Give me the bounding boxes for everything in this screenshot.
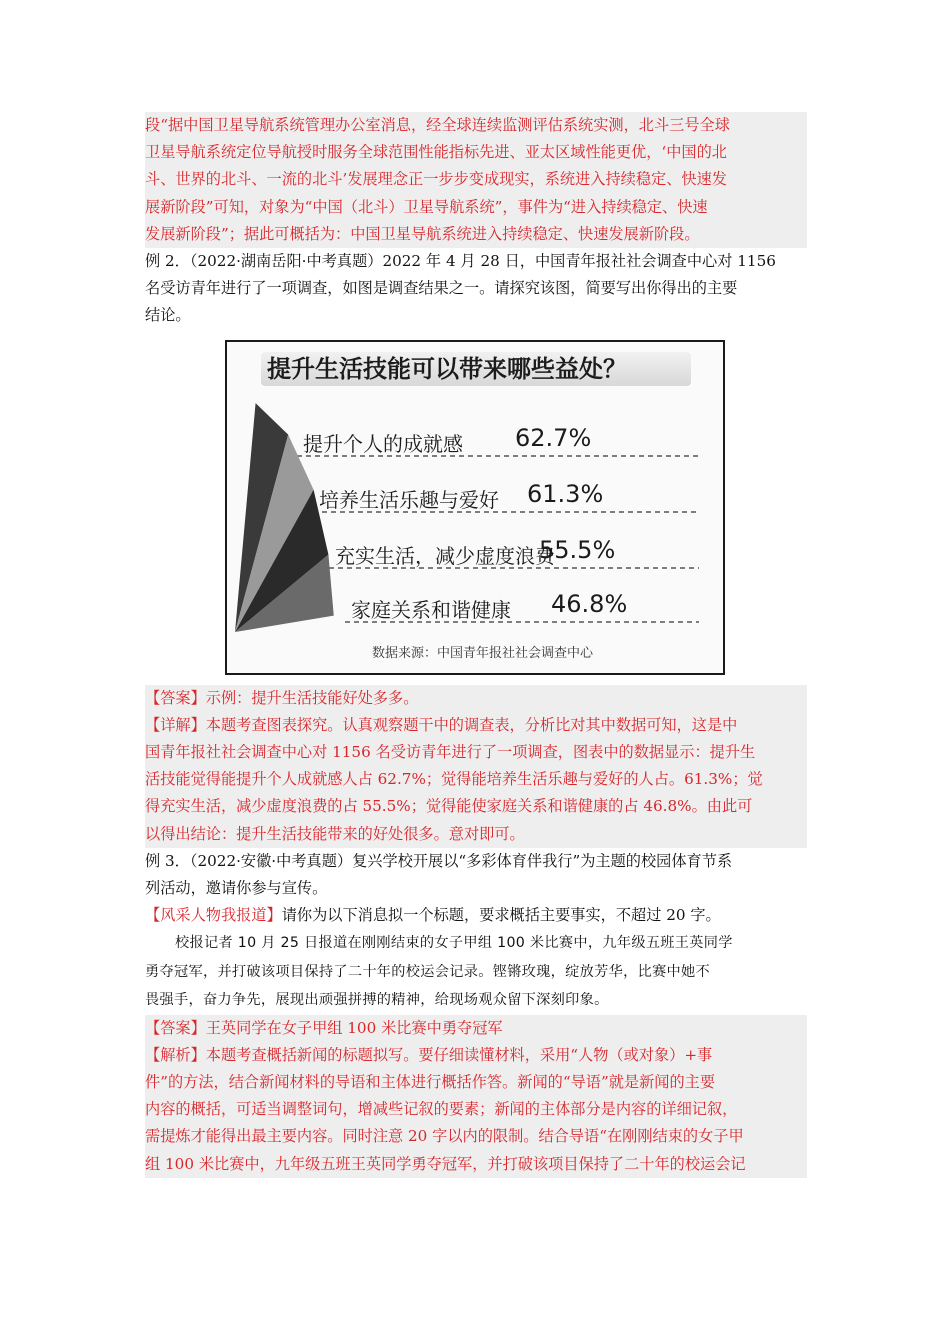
text-line: 斗、世界的北斗、一流的北斗’发展理念正一步步变成现实，系统进入持续稳定、快速发 [145,170,727,189]
analysis-3 [145,1042,807,1178]
text-line: 校报记者 10 月 25 日报道在刚刚结束的女子甲组 100 米比赛中，九年级五班王英同学 [175,935,733,952]
text-line: 名受访青年进行了一项调查，如图是调查结果之一。请探究该图，简要写出你得出的主要 [145,279,738,298]
text-line: 例 3．（2022·安徽·中考真题）复兴学校开展以“多彩体育伴我行”为主题的校园体育节系 [145,851,733,870]
text-line: 列活动，邀请你参与宣传。 [145,879,328,898]
answer-tag: 【答案】 [145,688,206,707]
text-line: 畏强手，奋力争先，展现出顽强拼搏的精神，给现场观众留下深刻印象。 [145,992,609,1009]
chart-category-label: 培养生活乐趣与爱好 [319,487,499,512]
text-line: 勇夺冠军，并打破该项目保持了二十年的校运会记录。铿锵玫瑰，绽放芳华，比赛中她不 [145,963,711,980]
example-3-question [145,848,807,930]
detail-tag: 【详解】 [145,715,206,734]
text-line: 展新阶段”可知，对象为“中国（北斗）卫星导航系统”，事件为“进入持续稳定、快速 [145,197,708,216]
text-line: 需提炼才能得出最主要内容。同时注意 20 字以内的限制。结合导语“在刚刚结束的女子甲 [145,1127,744,1146]
answer-tag: 【答案】 [145,1018,206,1037]
survey-chart [225,340,725,675]
answer-3 [145,1015,807,1042]
text-line: 以得出结论：提升生活技能带来的好处很多。意对即可。 [145,824,525,843]
news-material [145,929,807,1014]
analysis-first-line: 本题考查概括新闻的标题拟写。要仔细读懂材料，采用“人物（或对象）+事 [205,1045,713,1064]
text-line: 内容的概括，可适当调整词句，增减些记叙的要素；新闻的主体部分是内容的详细记叙， [145,1100,738,1119]
chart-category-label: 家庭关系和谐健康 [351,597,511,622]
chart-value-label: 55.5% [539,535,616,564]
document-page [145,112,807,1178]
answer-text: 示例：提升生活技能好处多多。 [205,688,419,707]
chart-value-label: 62.7% [515,423,592,452]
task-text: 请你为以下消息拟一个标题，要求概括主要事实，不超过 20 字。 [281,906,721,925]
text-line: 活技能觉得能提升个人成就感人占 62.7%；觉得能培养生活乐趣与爱好的人占。61.3%；觉 [145,770,763,789]
text-line: 组 100 米比赛中，九年级五班王英同学勇夺冠军，并打破该项目保持了二十年的校运会记 [145,1154,746,1173]
chart-category-label: 充实生活，减少虚度浪费 [335,543,555,568]
answer-text: 王英同学在女子甲组 100 米比赛中勇夺冠军 [205,1018,503,1037]
text-line: 件”的方法，结合新闻材料的导语和主体进行概括作答。新闻的“导语”就是新闻的主要 [145,1073,716,1092]
chart-category-label: 提升个人的成就感 [303,431,463,456]
chart-source: 数据来源：中国青年报社社会调查中心 [372,645,594,661]
text-line: 段“据中国卫星导航系统管理办公室消息，经全球连续监测评估系统实测，北斗三号全球 [145,116,730,134]
intro-paragraph [145,112,807,248]
analysis-tag: 【解析】 [145,1045,206,1064]
detail-first-line: 本题考查图表探究。认真观察题干中的调查表，分析比对其中数据可知，这是中 [205,715,738,734]
text-line: 例 2．（2022·湖南岳阳·中考真题）2022 年 4 月 28 日，中国青年报社社会调查中心对 1156 [145,252,776,271]
example-2-question [145,248,807,330]
chart-value-label: 61.3% [527,479,604,508]
text-line: 国青年报社社会调查中心对 1156 名受访青年进行了一项调查，图表中的数据显示：提升生 [145,743,756,762]
text-line: 结论。 [145,306,191,325]
chart-title: 提升生活技能可以带来哪些益处？ [261,352,691,386]
chart-value-label: 46.8% [551,589,628,618]
detail-2 [145,712,807,848]
text-line: 发展新阶段”；据此可概括为：中国卫星导航系统进入持续稳定、快速发展新阶段。 [145,224,700,243]
text-line: 卫星导航系统定位导航授时服务全球范围性能指标先进、亚太区域性能更优，‘中国的北 [145,143,727,162]
task-tag: 【风采人物我报道】 [145,906,282,925]
text-line: 得充实生活，减少虚度浪费的占 55.5%；觉得能使家庭关系和谐健康的占 46.8%。由此可 [145,797,753,816]
answer-2 [145,685,807,712]
